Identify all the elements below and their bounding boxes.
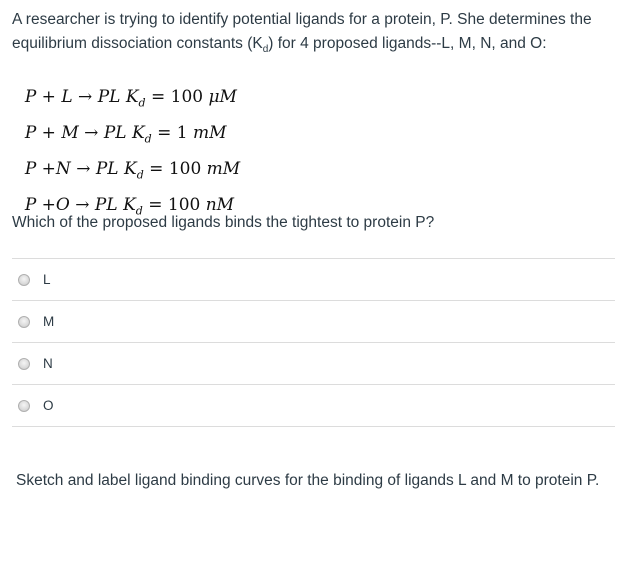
radio-button[interactable] [18, 274, 30, 286]
option-o[interactable] [12, 385, 615, 427]
option-label: M [43, 314, 55, 329]
option-label: N [43, 356, 53, 371]
radio-button[interactable] [18, 358, 30, 370]
question-intro [12, 8, 622, 56]
option-label: L [43, 272, 51, 287]
option-label: O [43, 398, 54, 413]
option-m[interactable] [12, 301, 615, 343]
question-text: Which of the proposed ligands binds the tightest to protein P? [12, 214, 435, 231]
sketch-prompt: Sketch and label ligand binding curves for the binding of ligands L and M to protein P. [16, 472, 600, 489]
radio-button[interactable] [18, 316, 30, 328]
intro-subscript: d [262, 44, 269, 56]
radio-button[interactable] [18, 400, 30, 412]
equation-o: P +O → PL $K_d = 100$ nM [24, 195, 235, 218]
option-n[interactable] [12, 343, 615, 385]
equation-l: P + L → PL $K_d = 100$ μM [24, 87, 237, 110]
option-l[interactable] [12, 259, 615, 301]
equation-m: P + M → PL $K_d = 1$ mM [24, 123, 227, 146]
answer-options [12, 258, 615, 427]
intro-text-after: ) for 4 proposed ligands--L, M, N, and O: [268, 35, 547, 52]
equation-n: P +N → PL $K_d = 100$ mM [24, 159, 241, 182]
intro-text-before: A researcher is trying to identify potential ligands for a protein, P. She determines the equilibrium dissociation constants (K [12, 11, 592, 52]
